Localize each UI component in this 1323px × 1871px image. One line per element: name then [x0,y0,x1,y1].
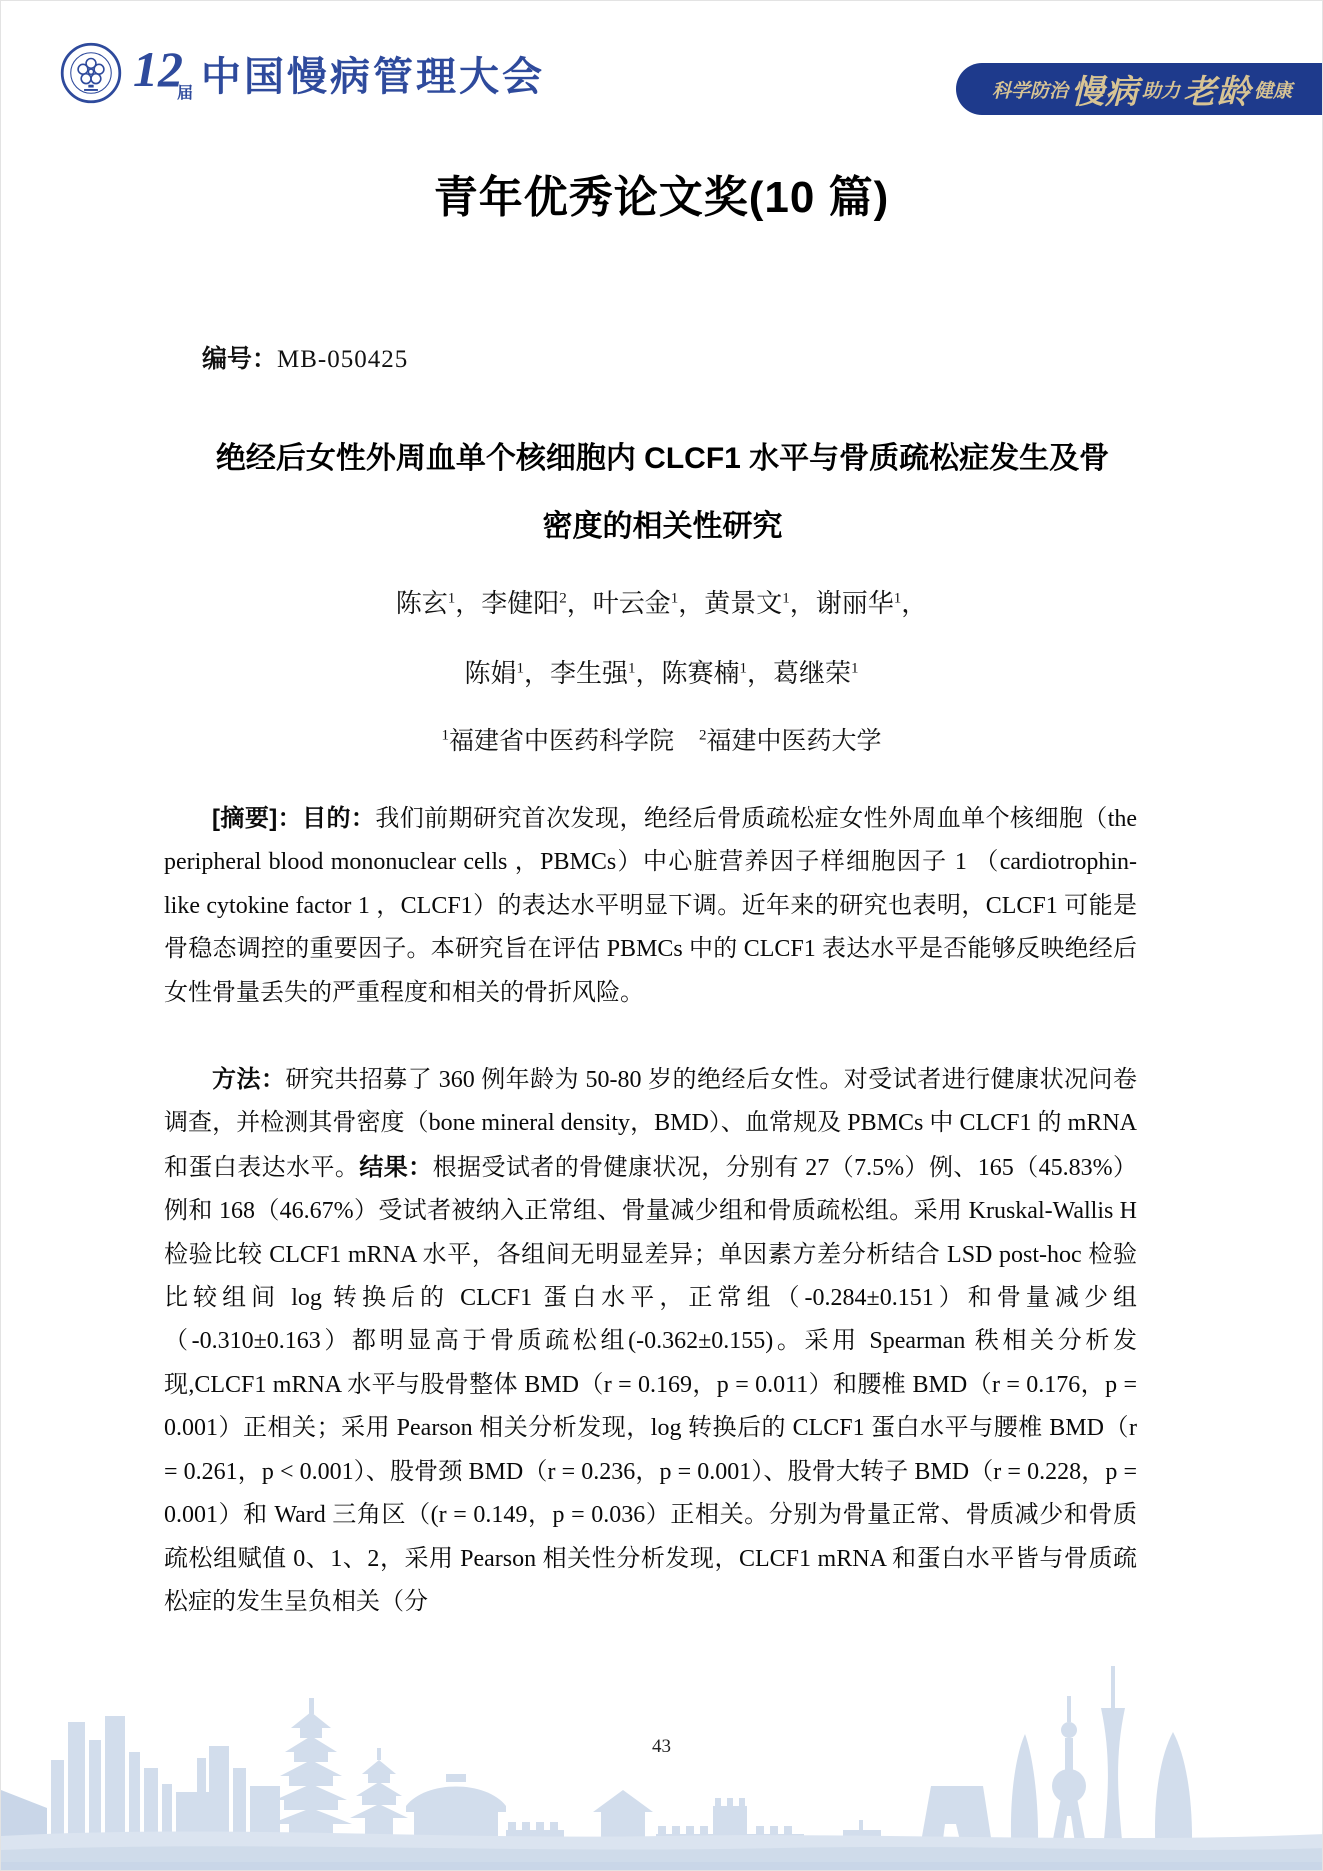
conference-logo [59,41,545,105]
edition-mark [133,41,191,105]
conference-name: 中国慢病管理大会 [201,54,545,99]
section-title: 青年优秀论文奖(10 篇) [433,173,890,222]
bottom-strip [1,1862,1323,1870]
edition-suffix: 届 [176,85,193,102]
slogan-banner: 科学防治 慢病 助力 老龄 健康 [956,63,1322,115]
page-number: 43 [652,1736,671,1757]
paper-id-label: 编号： [202,345,278,373]
abstract-paragraph-objective: [摘要]：目的：我们前期研究首次发现，绝经后骨质疏松症女性外周血单个核细胞（the peripheral blood mononuclear cells ，PBMCs）中心脏营养因子样细胞因子 1 （cardiotrophin-like cytokine factor 1 ，CLCF1）的表达水平明显下调。近年来的研究也表明，CLCF1 可能是骨稳态调控的重要因子。本研究旨在评估 PBMCs 中的 CLCF1 表达水平是否能够反映绝经后女性骨量丢失的严重程度和相关的骨折风险。 [164,805,1138,1006]
authors-line2: 陈娟$^1$，李生强$^1$，陈赛楠$^1$，葛继荣$^1$ [464,659,859,688]
edition-number: 12 [133,41,183,97]
paper-id-value: MB-050425 [277,346,409,373]
paper-title-line1: 绝经后女性外周血单个核细胞内 CLCF1 水平与骨质疏松症发生及骨 [215,442,1110,475]
conference-emblem-icon [59,41,123,105]
authors-line1: 陈玄$^1$，李健阳$^2$，叶云金$^1$，黄景文$^1$，谢丽华$^1$， [395,589,928,618]
abstract-body [164,797,1137,1624]
affiliations: $^1$福建省中医药科学院 $^2$福建中医药大学 [441,727,882,755]
abstract-paragraph-methods-results: 方法：研究共招募了 360 例年龄为 50-80 岁的绝经后女性。对受试者进行健康状况问卷调查，并检测其骨密度（bone mineral density，BMD）、血常规及 PBMCs 中 CLCF1 的 mRNA 和蛋白表达水平。结果：根据受试者的骨健康状况，分别有 27（7.5%）例、165（45.83%）例和 168（46.67%）受试者被纳入正常组、骨量减少组和骨质疏松组。采用 Kruskal-Wallis H 检验比较 CLCF1 mRNA 水平，各组间无明显差异；单因素方差分析结合 LSD post-hoc 检验比较组间 log 转换后的 CLCF1 蛋白水平，正常组（-0.284±0.151）和骨量减少组（-0.310±0.163）都明显高于骨质疏松组(-0.362±0.155)。采用 Spearman 秩相关分析发现,CLCF1 mRNA 水平与股骨整体 BMD（r = 0.169，p = 0.011）和腰椎 BMD（r = 0.176，p = 0.001）正相关；采用 Pearson 相关分析发现，log 转换后的 CLCF1 蛋白水平与腰椎 BMD（r = 0.261，p < 0.001）、股骨颈 BMD（r = 0.236，p = 0.001）、股骨大转子 BMD（r = 0.228，p = 0.001）和 Ward 三角区（(r = 0.149，p = 0.036）正相关。分别为骨量正常、骨质减少和骨质疏松组赋值 0、1、2，采用 Pearson 相关性分析发现，CLCF1 mRNA 和蛋白水平皆与骨质疏松症的发生呈负相关（分 [164,1066,1138,1615]
paper-title [101,425,1224,561]
paper-title-line2: 密度的相关性研究 [542,510,783,543]
paper-id [202,339,408,375]
